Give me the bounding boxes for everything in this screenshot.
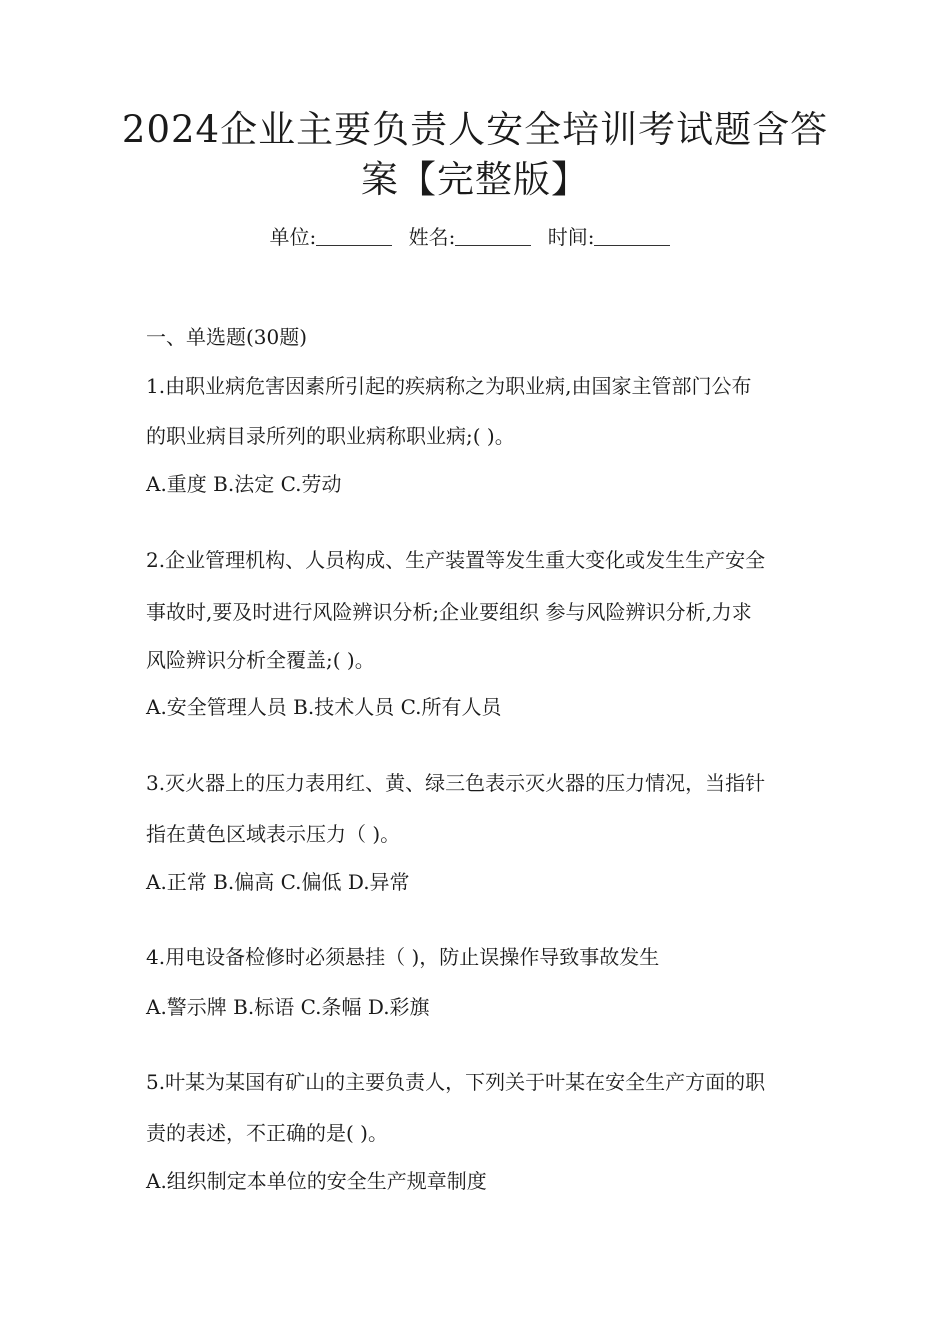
question-5-line-2: 责的表述，不正确的是( )。: [146, 1121, 388, 1145]
question-3-line-1: 3.灭火器上的压力表用红、黄、绿三色表示灭火器的压力情况，当指针: [146, 771, 766, 795]
unit-blank: [316, 225, 392, 246]
question-4-line-1: 4.用电设备检修时必须悬挂（ )，防止误操作导致事故发生: [146, 945, 660, 969]
question-4-options: A.警示牌 B.标语 C.条幅 D.彩旗: [146, 995, 430, 1019]
question-2-line-2: 事故时,要及时进行风险辨识分析;企业要组织 参与风险辨识分析,力求: [146, 600, 752, 624]
question-1-options: A.重度 B.法定 C.劳动: [146, 472, 342, 496]
question-3-line-2: 指在黄色区域表示压力（ )。: [146, 822, 401, 846]
question-2-options: A.安全管理人员 B.技术人员 C.所有人员: [146, 695, 502, 719]
question-2-line-1: 2.企业管理机构、人员构成、生产装置等发生重大变化或发生生产安全: [146, 548, 766, 572]
document-title-line-2: 案【完整版】: [361, 158, 589, 201]
info-fields: [0, 222, 950, 252]
question-1-line-2: 的职业病目录所列的职业病称职业病;( )。: [146, 424, 515, 448]
question-5-line-1: 5.叶某为某国有矿山的主要负责人，下列关于叶某在安全生产方面的职: [146, 1070, 766, 1094]
question-1-line-1: 1.由职业病危害因素所引起的疾病称之为职业病,由国家主管部门公布: [146, 374, 752, 398]
time-blank: [594, 225, 670, 246]
name-blank: [455, 225, 531, 246]
document-title-line-1: 2024企业主要负责人安全培训考试题含答: [121, 108, 829, 151]
question-2-line-3: 风险辨识分析全覆盖;( )。: [146, 648, 375, 672]
question-3-options: A.正常 B.偏高 C.偏低 D.异常: [146, 870, 410, 894]
name-label: 姓名:: [408, 225, 456, 249]
unit-label: 单位:: [269, 225, 317, 249]
question-5-options: A.组织制定本单位的安全生产规章制度: [146, 1169, 487, 1193]
time-label: 时间:: [547, 225, 595, 249]
section-heading: 一、单选题(30题): [146, 325, 308, 349]
